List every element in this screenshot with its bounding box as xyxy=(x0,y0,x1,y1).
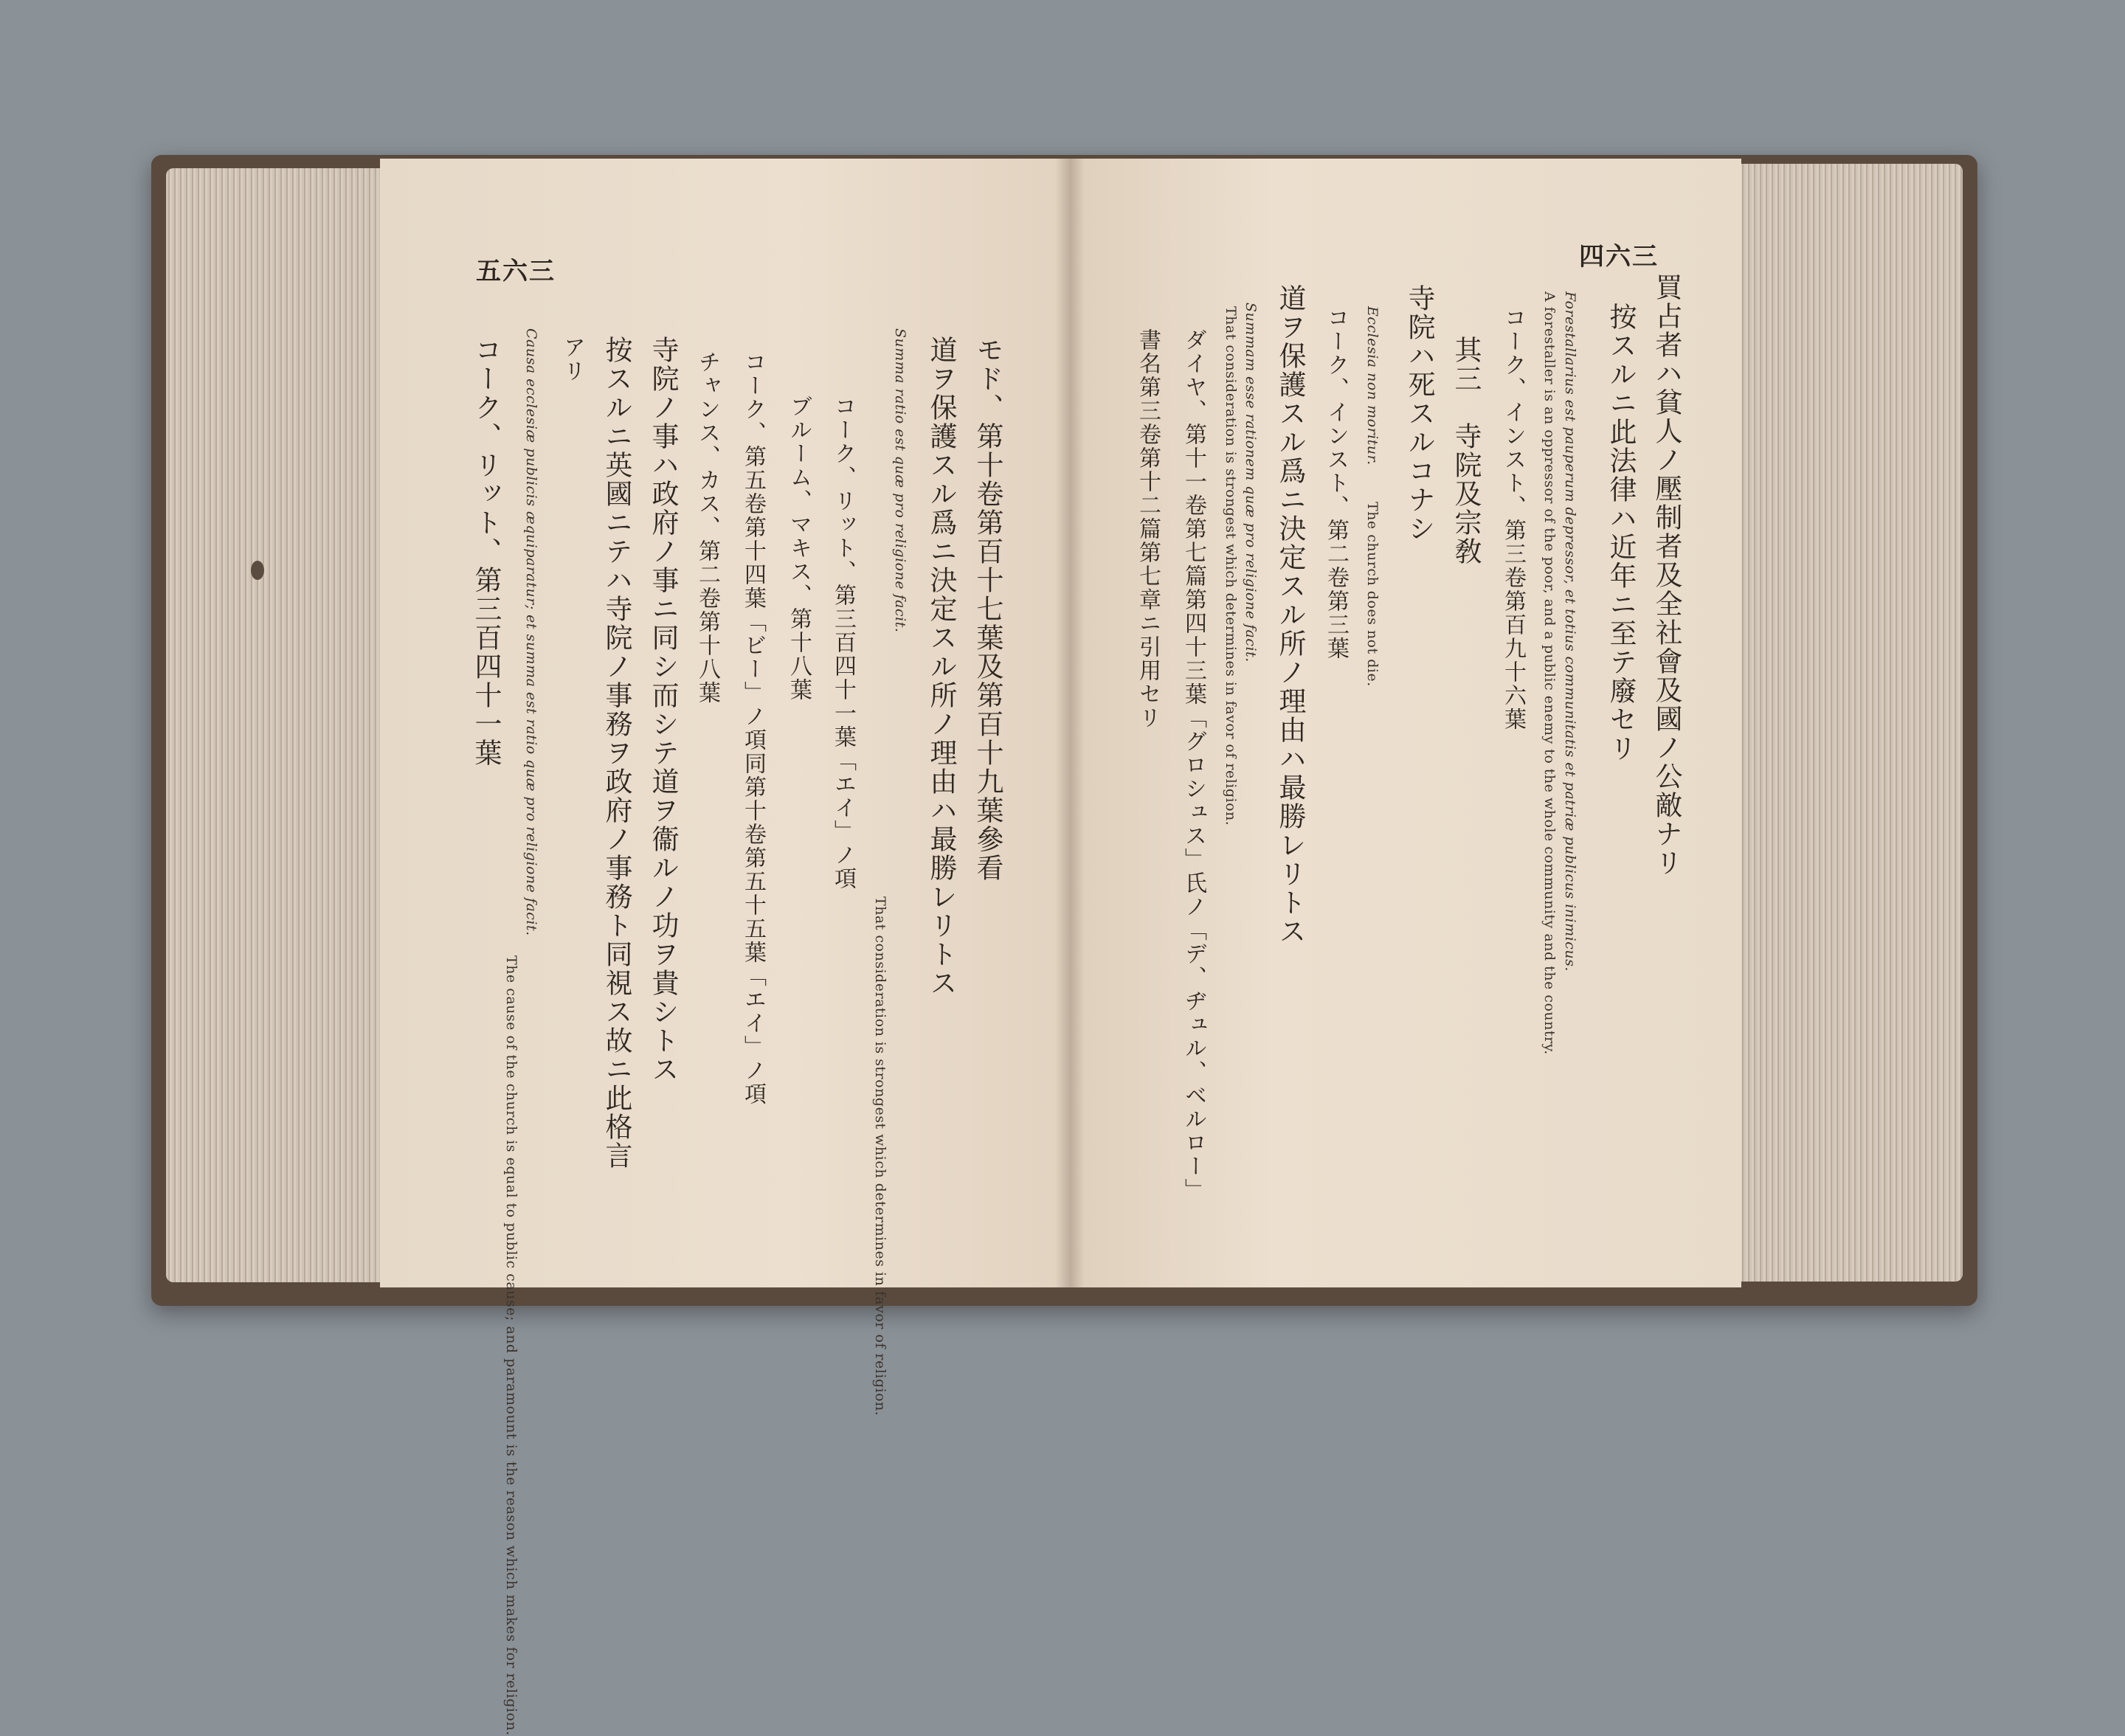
text-line: ダイヤ、第十一卷第七篇第四十三葉「グロシュス」氏ノ「デ、ヂュル、ベルロー」 xyxy=(1181,328,1206,1202)
section-heading: 其三 寺院及宗敎 xyxy=(1450,336,1482,566)
text-line: 買占者ハ貧人ノ壓制者及全社會及國ノ公敵ナリ xyxy=(1651,273,1682,877)
text-line: 書名第三卷第十二篇第七章ニ引用セリ xyxy=(1135,328,1161,730)
text-line: Forestallarius est pauperum depressor, et totius communitatis et patriæ publicus inimicus. xyxy=(1562,291,1578,972)
text-line: 按スルニ此法律ハ近年ニ至テ廢セリ xyxy=(1605,302,1637,763)
text-line: 寺院ハ死スルコナシ xyxy=(1403,284,1435,543)
text-line: Ecclesia non moritur. xyxy=(1364,306,1381,466)
text-line: 道ヲ保護スル爲ニ決定スル所ノ理由ハ最勝レリトス xyxy=(1274,284,1306,946)
text-line: That consideration is strongest which determines in favor of religion. xyxy=(1223,306,1239,826)
text-line: チャンス、カス、第二卷第十八葉 xyxy=(694,350,720,705)
text-line: Summam esse rationem quæ pro religione facit. xyxy=(1243,302,1259,663)
text-line: A forestaller is an oppressor of the poor, and a public enemy to the whole community and the country. xyxy=(1541,291,1558,1055)
text-line: Causa ecclesiæ publicis æquiparatur; et summa est ratio quæ pro religione facit. xyxy=(523,328,539,936)
book-gutter xyxy=(1055,159,1085,1287)
text-line: 按スルニ英國ニテハ寺院ノ事務ヲ政府ノ事務ト同視ス故ニ此格言 xyxy=(601,336,632,1170)
text-line: 寺院ノ事ハ政府ノ事ニ同シ而シテ道ヲ衞ルノ功ヲ貴シトス xyxy=(647,336,679,1084)
text-line: コーク、インスト、第三卷第百九十六葉 xyxy=(1500,306,1526,731)
text-line: That consideration is strongest which determines in favor of religion. xyxy=(872,896,888,1417)
text-line: Summa ratio est quæ pro religione facit. xyxy=(892,328,908,633)
text-line: The church does not die. xyxy=(1364,502,1381,687)
right-page-number: 四六三 xyxy=(1579,242,1659,272)
text-line: コーク、第五卷第十四葉「ビー」ノ項同第十卷第五十五葉「エイ」ノ項 xyxy=(740,350,766,1106)
left-page-edges xyxy=(166,168,387,1282)
text-line: コーク、リット、第三百四十一葉 xyxy=(470,336,502,767)
text-line: The cause of the church is equal to public cause; and paramount is the reason which makes for religion. xyxy=(503,955,519,1736)
text-line: モド、第十卷第百十七葉及第百十九葉參看 xyxy=(972,336,1003,882)
text-line: アリ xyxy=(559,336,585,383)
text-line: ブルーム、マキス、第十八葉 xyxy=(786,395,812,702)
text-line: コーク、リット、第三百四十一葉「エイ」ノ項 xyxy=(830,395,856,891)
left-page xyxy=(380,159,1070,1736)
binding-hole xyxy=(251,561,264,580)
right-page-edges xyxy=(1734,164,1963,1282)
text-line: コーク、インスト、第二卷第三葉 xyxy=(1323,306,1349,660)
left-page-number: 五六三 xyxy=(476,257,556,286)
text-line: 道ヲ保護スル爲ニ決定スル所ノ理由ハ最勝レリトス xyxy=(925,336,957,997)
right-page xyxy=(1070,159,1741,1287)
